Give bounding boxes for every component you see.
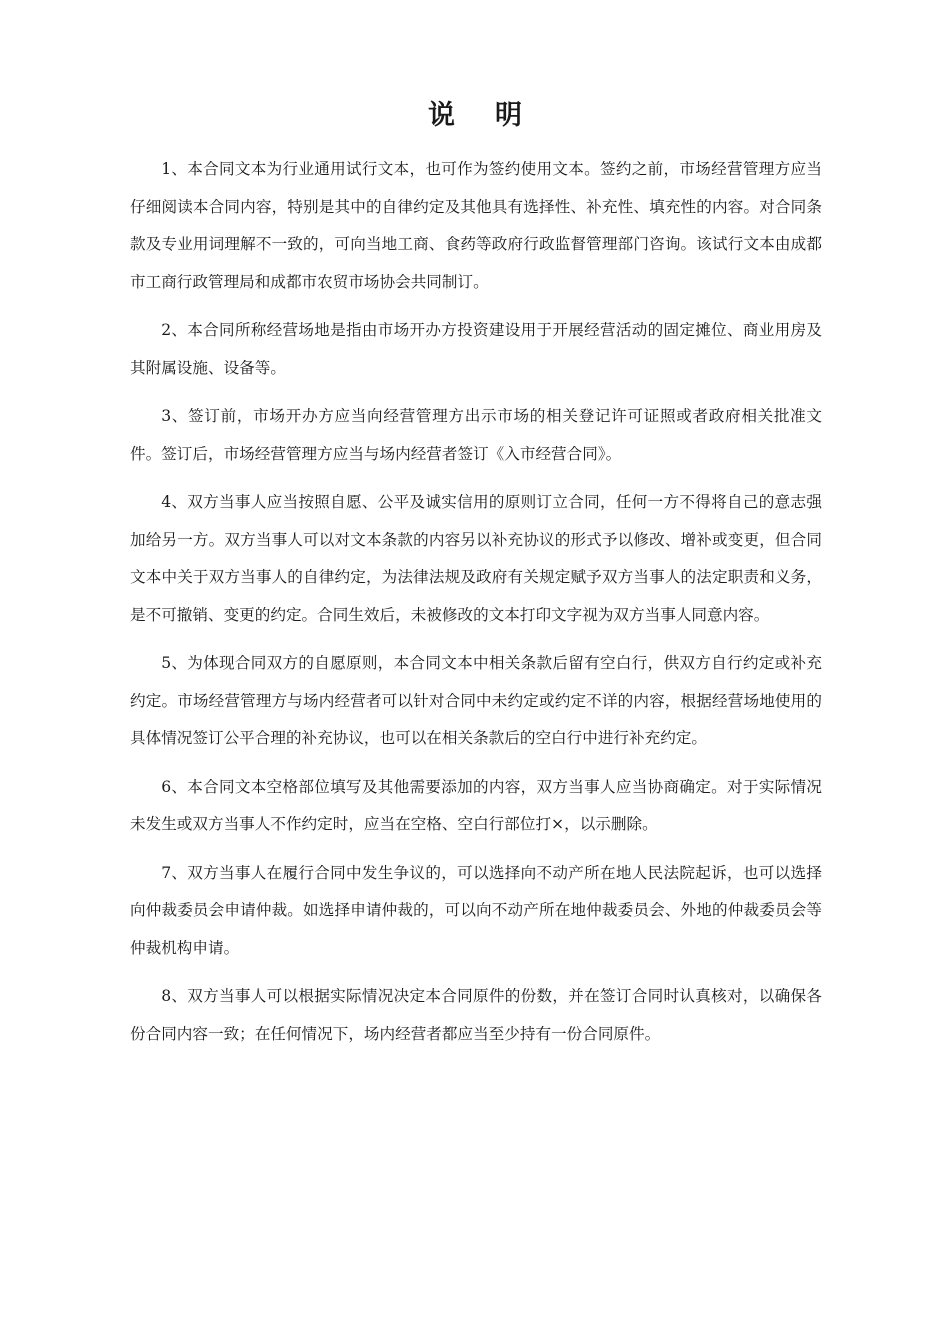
paragraph-1: 1、本合同文本为行业通用试行文本，也可作为签约使用文本。签约之前，市场经营管理方应当仔细阅读本合同内容，特别是其中的自律约定及其他具有选择性、补充性、填充性的内容。对合同条款及专业用词理解不一致的，可向当地工商、食药等政府行政监督管理部门咨询。该试行文本由成都市工商行政管理局和成都市农贸市场协会共同制订。 [130, 160, 822, 291]
paragraph-4: 4、双方当事人应当按照自愿、公平及诚实信用的原则订立合同，任何一方不得将自己的意志强加给另一方。双方当事人可以对文本条款的内容另以补充协议的形式予以修改、增补或变更，但合同文本中关于双方当事人的自律约定，为法律法规及政府有关规定赋予双方当事人的法定职责和义务，是不可撤销、变更的约定。合同生效后，未被修改的文本打印文字视为双方当事人同意内容。 [130, 493, 822, 624]
paragraph-8: 8、双方当事人可以根据实际情况决定本合同原件的份数，并在签订合同时认真核对，以确保各份合同内容一致；在任何情况下，场内经营者都应当至少持有一份合同原件。 [130, 987, 822, 1043]
paragraph-2: 2、本合同所称经营场地是指由市场开办方投资建设用于开展经营活动的固定摊位、商业用房及其附属设施、设备等。 [130, 321, 822, 377]
paragraph-3: 3、签订前，市场开办方应当向经营管理方出示市场的相关登记许可证照或者政府相关批准文件。签订后，市场经营管理方应当与场内经营者签订《入市经营合同》。 [130, 407, 822, 463]
page-title: 说明 [428, 100, 562, 131]
paragraph-6: 6、本合同文本空格部位填写及其他需要添加的内容，双方当事人应当协商确定。对于实际情况未发生或双方当事人不作约定时，应当在空格、空白行部位打×，以示删除。 [130, 777, 822, 833]
paragraph-7: 7、双方当事人在履行合同中发生争议的，可以选择向不动产所在地人民法院起诉，也可以选择向仲裁委员会申请仲裁。如选择申请仲裁的，可以向不动产所在地仲裁委员会、外地的仲裁委员会等仲裁机构申请。 [130, 863, 822, 957]
document-body [130, 151, 822, 1064]
paragraph-5: 5、为体现合同双方的自愿原则，本合同文本中相关条款后留有空白行，供双方自行约定或补充约定。市场经营管理方与场内经营者可以针对合同中未约定或约定不详的内容，根据经营场地使用的具体情况签订公平合理的补充协议，也可以在相关条款后的空白行中进行补充约定。 [130, 654, 822, 747]
